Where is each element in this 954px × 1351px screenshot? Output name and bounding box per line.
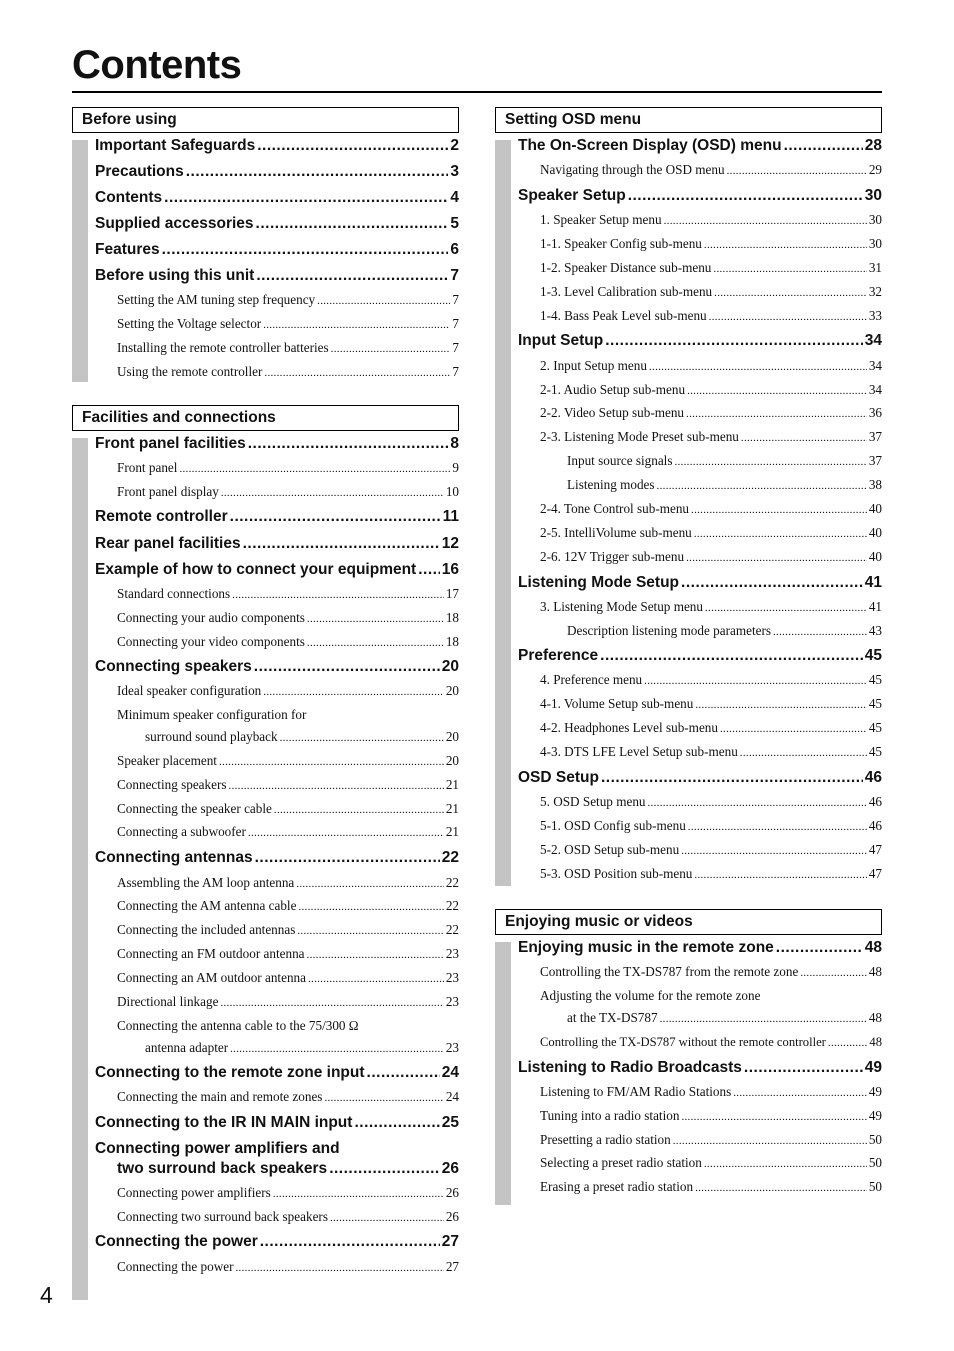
toc-subentry[interactable]: Tuning into a radio station ..... 49 (540, 1107, 882, 1126)
toc-entry[interactable]: The On-Screen Display (OSD) menu ..... 28 (518, 135, 882, 157)
toc-subentry[interactable]: Connecting the AM antenna cable ..... 22 (117, 897, 459, 916)
toc-subentry[interactable]: 4-1. Volume Setup sub-menu ..... 45 (540, 695, 882, 714)
toc-subentry[interactable]: 4-2. Headphones Level sub-menu ..... 45 (540, 719, 882, 738)
toc-subentry[interactable]: 1. Speaker Setup menu ..... 30 (540, 211, 882, 230)
toc-entry[interactable]: Features ..... 6 (95, 239, 459, 261)
page-number: 4 (40, 1282, 53, 1308)
toc-subentry[interactable]: Front panel display ..... 10 (117, 483, 459, 502)
toc-subentry[interactable]: Speaker placement ..... 20 (117, 752, 459, 771)
toc-entry[interactable]: Connecting speakers ..... 20 (95, 656, 459, 678)
toc-subentry[interactable]: surround sound playback ..... 20 (145, 728, 459, 747)
toc-subentry[interactable]: 1-2. Speaker Distance sub-menu ..... 31 (540, 259, 882, 278)
toc-subentry[interactable]: Standard connections ..... 17 (117, 585, 459, 604)
toc-entry[interactable]: Remote controller ..... 11 (95, 506, 459, 528)
toc-subentry[interactable]: 5-2. OSD Setup sub-menu ..... 47 (540, 841, 882, 860)
toc-entry[interactable]: two surround back speakers ..... 26 (117, 1158, 459, 1180)
section-bar (72, 140, 88, 382)
toc-subentry[interactable]: Input source signals ..... 37 (567, 452, 882, 471)
toc-entry[interactable]: OSD Setup ..... 46 (518, 767, 882, 789)
toc-subentry[interactable]: Connecting an FM outdoor antenna ..... 23 (117, 945, 459, 964)
toc-subentry[interactable]: 3. Listening Mode Setup menu ..... 41 (540, 598, 882, 617)
toc-subentry[interactable]: at the TX-DS787 ..... 48 (567, 1009, 882, 1028)
section-bar (495, 942, 511, 1205)
toc-entry[interactable]: Connecting to the IR IN MAIN input ..... 25 (95, 1112, 459, 1134)
toc-subentry[interactable]: 4-3. DTS LFE Level Setup sub-menu ..... 45 (540, 743, 882, 762)
toc-subentry[interactable]: Setting the AM tuning step frequency ..... 7 (117, 291, 459, 310)
toc-subentry[interactable]: Navigating through the OSD menu ..... 29 (540, 161, 882, 180)
toc-entry[interactable]: Speaker Setup ..... 30 (518, 185, 882, 207)
toc-entry-line: Connecting power amplifiers and (95, 1140, 340, 1157)
toc-subentry[interactable]: 2-6. 12V Trigger sub-menu ..... 40 (540, 548, 882, 567)
toc-entry[interactable]: Listening to Radio Broadcasts ..... 49 (518, 1057, 882, 1079)
toc-subentry[interactable]: 1-3. Level Calibration sub-menu ..... 32 (540, 283, 882, 302)
toc-subentry[interactable]: 1-1. Speaker Config sub-menu ..... 30 (540, 235, 882, 254)
section-header-enjoying: Enjoying music or videos (495, 909, 882, 935)
toc-entry[interactable]: Important Safeguards ..... 2 (95, 135, 459, 157)
toc-entry[interactable]: Listening Mode Setup ..... 41 (518, 572, 882, 594)
toc-entry[interactable]: Contents ..... 4 (95, 187, 459, 209)
toc-subentry[interactable]: Directional linkage ..... 23 (117, 993, 459, 1012)
toc-subentry[interactable]: Controlling the TX-DS787 without the remote controller ..... 48 (540, 1033, 882, 1052)
toc-subentry-line: Minimum speaker configuration for (117, 707, 307, 722)
toc-subentry[interactable]: Description listening mode parameters ..... 43 (567, 622, 882, 641)
toc-subentry[interactable]: Ideal speaker configuration ..... 20 (117, 682, 459, 701)
toc-entry[interactable]: Connecting antennas ..... 22 (95, 847, 459, 869)
toc-subentry[interactable]: Assembling the AM loop antenna ..... 22 (117, 874, 459, 893)
toc-subentry[interactable]: Connecting your audio components ..... 18 (117, 609, 459, 628)
toc-subentry-line: Connecting the antenna cable to the 75/300 Ω (117, 1018, 359, 1033)
toc-subentry[interactable]: Installing the remote controller batteries ..... 7 (117, 339, 459, 358)
toc-subentry[interactable]: antenna adapter ..... 23 (145, 1039, 459, 1058)
toc-subentry[interactable]: Front panel ..... 9 (117, 459, 459, 478)
toc-entry[interactable]: Precautions ..... 3 (95, 161, 459, 183)
toc-subentry[interactable]: Listening to FM/AM Radio Stations ..... 49 (540, 1083, 882, 1102)
toc-entry[interactable]: Front panel facilities ..... 8 (95, 433, 459, 455)
toc-subentry[interactable]: Connecting power amplifiers ..... 26 (117, 1184, 459, 1203)
toc-subentry[interactable]: Listening modes ..... 38 (567, 476, 882, 495)
toc-subentry[interactable]: 2-2. Video Setup sub-menu ..... 36 (540, 404, 882, 423)
toc-subentry[interactable]: 2. Input Setup menu ..... 34 (540, 357, 882, 376)
section-header-osd: Setting OSD menu (495, 107, 882, 133)
toc-subentry[interactable]: Presetting a radio station ..... 50 (540, 1131, 882, 1150)
toc-subentry[interactable]: 2-1. Audio Setup sub-menu ..... 34 (540, 381, 882, 400)
toc-subentry[interactable]: Connecting a subwoofer ..... 21 (117, 823, 459, 842)
toc-subentry[interactable]: Selecting a preset radio station ..... 50 (540, 1154, 882, 1173)
toc-subentry[interactable]: 2-4. Tone Control sub-menu ..... 40 (540, 500, 882, 519)
toc-subentry[interactable]: Controlling the TX-DS787 from the remote zone ..... 48 (540, 963, 882, 982)
toc-entry[interactable]: Rear panel facilities ..... 12 (95, 533, 459, 555)
toc-entry[interactable]: Before using this unit ..... 7 (95, 265, 459, 287)
section-header-before-using: Before using (72, 107, 459, 133)
toc-subentry[interactable]: 5-3. OSD Position sub-menu ..... 47 (540, 865, 882, 884)
toc-subentry[interactable]: Using the remote controller ..... 7 (117, 363, 459, 382)
toc-subentry[interactable]: Connecting the included antennas ..... 22 (117, 921, 459, 940)
toc-subentry[interactable]: Connecting the main and remote zones ..... 24 (117, 1088, 459, 1107)
toc-subentry[interactable]: 5-1. OSD Config sub-menu ..... 46 (540, 817, 882, 836)
toc-subentry[interactable]: Erasing a preset radio station ..... 50 (540, 1178, 882, 1197)
toc-entry[interactable]: Preference ..... 45 (518, 645, 882, 667)
section-bar (72, 438, 88, 1300)
toc-entry[interactable]: Supplied accessories ..... 5 (95, 213, 459, 235)
toc-subentry[interactable]: Setting the Voltage selector ..... 7 (117, 315, 459, 334)
toc-subentry[interactable]: Connecting your video components ..... 18 (117, 633, 459, 652)
toc-subentry-line: Adjusting the volume for the remote zone (540, 988, 761, 1003)
toc-entry[interactable]: Example of how to connect your equipment ..... 16 (95, 559, 459, 581)
toc-subentry[interactable]: Connecting two surround back speakers ..... 26 (117, 1208, 459, 1227)
toc-subentry[interactable]: Connecting the power ..... 27 (117, 1258, 459, 1277)
toc-subentry[interactable]: 2-5. IntelliVolume sub-menu ..... 40 (540, 524, 882, 543)
title-rule (72, 91, 882, 93)
page-title: Contents (72, 43, 242, 87)
toc-subentry[interactable]: Connecting the speaker cable ..... 21 (117, 800, 459, 819)
section-bar (495, 140, 511, 886)
toc-entry[interactable]: Connecting the power ..... 27 (95, 1231, 459, 1253)
toc-subentry[interactable]: 4. Preference menu ..... 45 (540, 671, 882, 690)
toc-entry[interactable]: Enjoying music in the remote zone ..... 48 (518, 937, 882, 959)
toc-subentry[interactable]: 2-3. Listening Mode Preset sub-menu ..... 37 (540, 428, 882, 447)
toc-entry[interactable]: Input Setup ..... 34 (518, 330, 882, 352)
section-header-facilities: Facilities and connections (72, 405, 459, 431)
toc-subentry[interactable]: Connecting speakers ..... 21 (117, 776, 459, 795)
toc-subentry[interactable]: 1-4. Bass Peak Level sub-menu ..... 33 (540, 307, 882, 326)
toc-subentry[interactable]: 5. OSD Setup menu ..... 46 (540, 793, 882, 812)
toc-entry[interactable]: Connecting to the remote zone input ..... 24 (95, 1062, 459, 1084)
toc-subentry[interactable]: Connecting an AM outdoor antenna ..... 23 (117, 969, 459, 988)
